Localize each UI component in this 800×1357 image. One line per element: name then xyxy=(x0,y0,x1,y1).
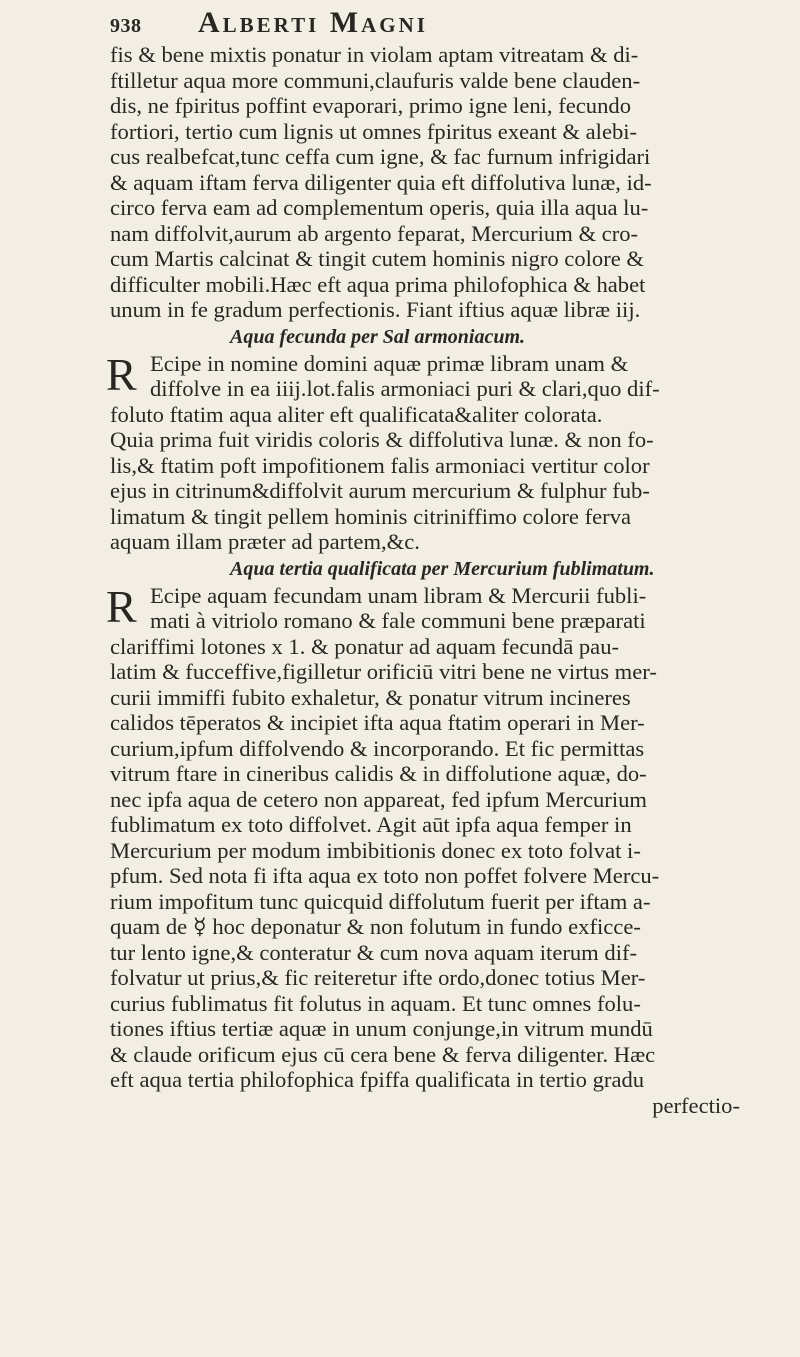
text-line: aquam illam præter ad partem,&c. xyxy=(110,529,420,554)
text-line: foluto ftatim aqua aliter eft qualificata&aliter colorata. xyxy=(110,401,603,427)
catchword: perfectio- xyxy=(652,1092,740,1118)
paragraph-2 xyxy=(106,348,780,555)
drop-cap: R xyxy=(106,580,137,632)
page-header xyxy=(110,6,780,42)
text-line: curii immiffi fubito exhaletur, & ponatur vitrum incineres xyxy=(110,684,631,710)
text-line: unum in fe gradum perfectionis. Fiant iftius aquæ libræ iij. xyxy=(110,297,641,322)
text-line: mati à vitriolo romano & fale communi bene præparati xyxy=(150,608,646,633)
text-line: Mercurium per modum imbibitionis donec ex toto folvat i- xyxy=(110,837,641,863)
text-line: diffolve in ea iiij.lot.falis armoniaci puri & clari,quo dif- xyxy=(150,376,660,401)
text-line: Quia prima fuit viridis coloris & diffolutiva lunæ. & non fo- xyxy=(110,427,654,452)
text-line: clariffimi lotones x 1. & ponatur ad aquam fecundā pau- xyxy=(110,633,620,659)
text-line: fortiori, tertio cum lignis ut omnes fpiritus exeant & alebi- xyxy=(110,118,638,144)
text-line: cus realbefcat,tunc ceffa cum igne, & fac furnum infrigidari xyxy=(110,144,651,169)
text-line: cum Martis calcinat & tingit cutem hominis nigro colore & xyxy=(110,246,644,271)
text-line: lis,& ftatim poft impofitionem falis armoniaci vertitur color xyxy=(110,452,650,478)
text-line: difficulter mobili.Hæc eft aqua prima philofophica & habet xyxy=(110,271,646,297)
text-line: curius fublimatus fit folutus in aquam. Et tunc omnes folu- xyxy=(110,990,641,1016)
text-line: & claude orificum ejus cū cera bene & ferva diligenter. Hæc xyxy=(110,1041,656,1067)
text-line: ejus in citrinum&diffolvit aurum mercurium & fulphur fub- xyxy=(110,478,650,503)
section-heading: Aqua fecunda per Sal armoniacum. xyxy=(230,325,526,348)
text-line: vitrum ftare in cineribus calidis & in diffolutione aquæ, do- xyxy=(110,761,647,786)
text-line: & aquam iftam ferva diligenter quia eft diffolutiva lunæ, id- xyxy=(110,169,652,195)
text-line: fis & bene mixtis ponatur in violam aptam vitreatam & di- xyxy=(110,42,639,67)
text-line: eft aqua tertia philofophica fpiffa qualificata in tertio gradu xyxy=(110,1067,645,1092)
text-line: rium impofitum tunc quicquid diffolutum fuerit per iftam a- xyxy=(110,888,651,914)
page-number: 938 xyxy=(110,15,142,37)
first-line-text: Ecipe aquam fecundam unam libram & Mercurii fubli- xyxy=(150,582,647,608)
text-line: latim & fucceffive,figilletur orificiū vitri bene ne virtus mer- xyxy=(110,659,657,684)
text-line: nec ipfa aqua de cetero non appareat, fed ipfum Mercurium xyxy=(110,786,647,812)
text-line: curium,ipfum diffolvendo & incorporando. Et fic permittas xyxy=(110,735,645,761)
drop-cap: R xyxy=(106,348,137,400)
text-line: limatum & tingit pellem hominis citriniffimo colore ferva xyxy=(110,503,632,529)
text-line: fublimatum ex toto diffolvet. Agit aūt ipfa aqua femper in xyxy=(110,812,632,837)
text-line: nam diffolvit,aurum ab argento feparat, Mercurium & cro- xyxy=(110,220,639,246)
text-line: ftilletur aqua more communi,claufuris valde bene clauden- xyxy=(110,67,641,93)
text-line: tur lento igne,& conteratur & cum nova aquam iterum dif- xyxy=(110,939,638,965)
text-line: pfum. Sed nota fi ifta aqua ex toto non poffet folvere Mercu- xyxy=(110,863,660,888)
text-line: folvatur ut prius,& fic reiteretur ifte ordo,donec totius Mer- xyxy=(110,965,646,990)
text-line: quam de ☿ hoc deponatur & non folutum in fundo exficce- xyxy=(110,914,641,939)
text-line: circo ferva eam ad complementum operis, quia illa aqua lu- xyxy=(110,195,649,220)
paragraph-3 xyxy=(106,580,780,1119)
text-line: dis, ne fpiritus poffint evaporari, primo igne leni, fecundo xyxy=(110,93,631,118)
text-line: tiones iftius tertiæ aquæ in unum conjunge,in vitrum mundū xyxy=(110,1016,653,1041)
text-line: calidos tēperatos & incipiet ifta aqua ftatim operari in Mer- xyxy=(110,710,645,735)
first-line-text: Ecipe in nomine domini aquæ primæ libram unam & xyxy=(150,350,629,376)
paragraph-1 xyxy=(110,42,780,323)
section-heading: Aqua tertia qualificata per Mercurium fublimatum. xyxy=(230,557,655,580)
running-title: Alberti Magni xyxy=(198,6,428,39)
